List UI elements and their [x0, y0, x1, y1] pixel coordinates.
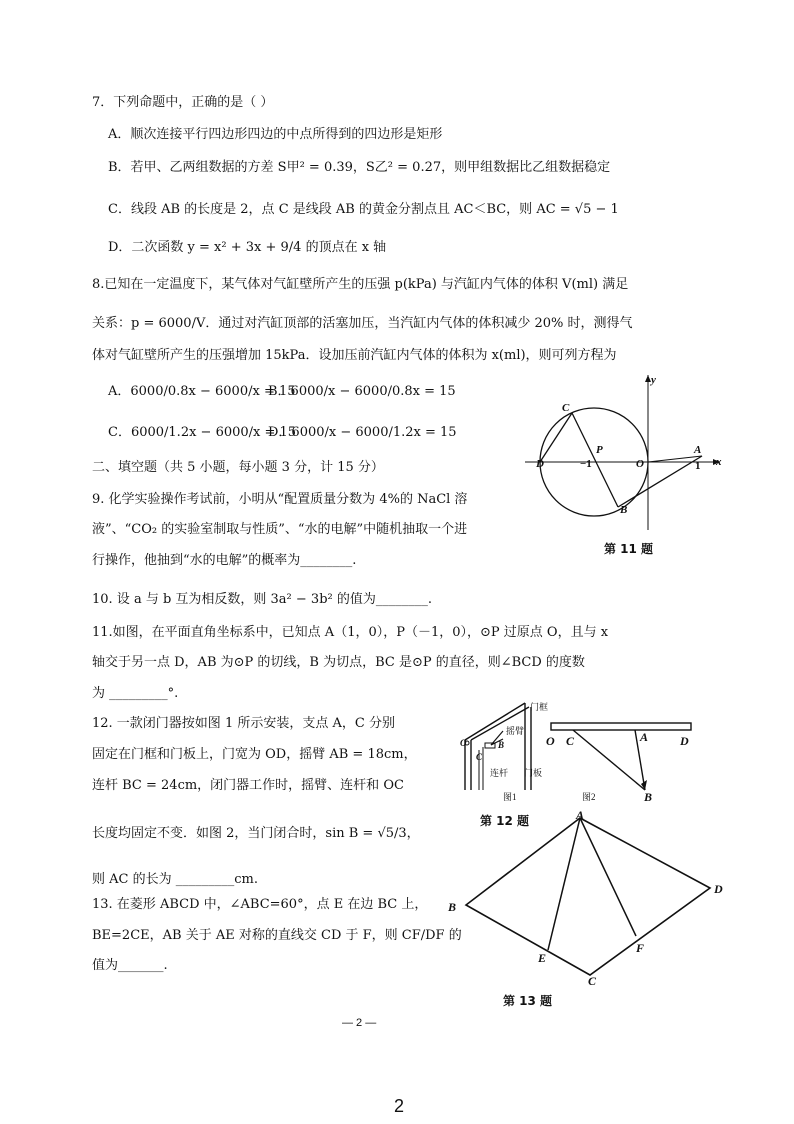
q11-line1: 11.如图，在平面直角坐标系中，已知点 A（1，0），P（－1，0），⊙P 过原点 O，且与 x: [92, 625, 609, 640]
fig13-label-c: C: [588, 974, 597, 988]
q12-line4: 长度均固定不变．如图 2，当门闭合时，sin B = √5/3，: [92, 826, 420, 841]
page-footer: — 2 —: [342, 1017, 377, 1029]
fig12-liangan: 连杆: [490, 768, 509, 778]
fig11-label-1: 1: [695, 460, 701, 472]
fig12-label-o: O: [546, 734, 555, 748]
fig12-segment-cb: [573, 730, 645, 790]
q9-line1: 9. 化学实验操作考试前，小明从“配置质量分数为 4%的 NaCl 溶: [92, 492, 468, 507]
q12-line3: 连杆 BC = 24cm，闭门器工作时，摇臂、连杆和 OC: [92, 778, 404, 793]
fig12-caption: 第 12 题: [480, 814, 530, 828]
fig13-abcd: [466, 818, 710, 975]
q7-option-c: C．线段 AB 的长度是 2，点 C 是线段 AB 的黄金分割点且 AC＜BC，则 AC = √5 − 1: [108, 202, 619, 217]
fig11-label-c: C: [562, 402, 570, 414]
fig12-yaobi: 摇臂: [506, 726, 525, 736]
q13-line1: 13. 在菱形 ABCD 中，∠ABC=60°，点 E 在边 BC 上，: [92, 897, 428, 912]
q7-stem: 7．下列命题中，正确的是（ ）: [92, 95, 274, 110]
page-number: 2: [394, 1096, 405, 1116]
fig12-fig2-caption: 图2: [582, 792, 596, 802]
q7-option-a: A．顺次连接平行四边形四边的中点所得到的四边形是矩形: [108, 127, 443, 142]
fig13-segment-af: [580, 818, 636, 936]
q10-text: 10. 设 a 与 b 互为相反数，则 3a² − 3b² 的值为________.: [92, 592, 432, 607]
fig12-menkuang: 门框: [530, 702, 549, 712]
fig12-door-bar: [551, 723, 691, 730]
fig13-caption: 第 13 题: [503, 994, 553, 1008]
fig11-tangent-ab: [618, 456, 702, 507]
q13-line3: 值为_______.: [92, 958, 168, 973]
q8-line1: 8.已知在一定温度下，某气体对气缸壁所产生的压强 p(kPa) 与汽缸内气体的体积 V(ml) 满足: [92, 277, 629, 292]
fig11-label-b: B: [620, 504, 628, 516]
fig12-label-c: C: [566, 734, 575, 748]
q8-option-b: B．6000/x − 6000/0.8x = 15: [268, 384, 456, 399]
fig11-label-o: O: [636, 458, 644, 470]
q11-line2: 轴交于另一点 D，AB 为⊙P 的切线，B 为切点，BC 是⊙P 的直径，则∠BCD 的度数: [92, 655, 585, 670]
fig11-label-y: y: [651, 374, 656, 386]
fig11-label-neg1: −1: [580, 458, 592, 470]
fig13-label-f: F: [636, 941, 645, 955]
q12-line2: 固定在门框和门板上，门宽为 OD，摇臂 AB = 18cm，: [92, 747, 417, 762]
fig12-label-b: B: [644, 790, 653, 804]
fig11-segment-cd: [540, 413, 572, 462]
fig13-rhombus: [460, 810, 720, 985]
fig13-label-a: A: [576, 808, 585, 822]
fig12-label-a: A: [640, 730, 649, 744]
q8-option-c: C．6000/1.2x − 6000/x = 15: [108, 425, 297, 440]
fig11-label-x: x: [716, 456, 722, 468]
fig13-label-e: E: [538, 951, 547, 965]
fig12-figure2: [545, 720, 695, 800]
fig12-fig1-c: C: [476, 752, 483, 762]
fig11-diameter-bc: [572, 413, 618, 507]
q11-line3: 为 _________°.: [92, 686, 179, 701]
q13-line2: BE=2CE，AB 关于 AE 对称的直线交 CD 于 F，则 CF/DF 的: [92, 928, 462, 943]
q12-line5: 则 AC 的长为 _________cm.: [92, 872, 258, 887]
fig12-label-d: D: [680, 734, 689, 748]
q8-line2: 关系：p = 6000/V．通过对汽缸顶部的活塞加压，当汽缸内气体的体积减少 20% 时，测得气: [92, 316, 633, 331]
fig12-menban: 门板: [524, 768, 543, 778]
q9-line3: 行操作，他抽到“水的电解”的概率为________.: [92, 553, 357, 568]
q7-option-b: B．若甲、乙两组数据的方差 S甲² = 0.39，S乙² = 0.27，则甲组数据比乙组数据稳定: [108, 160, 611, 175]
q12-line1: 12. 一款闭门器按如图 1 所示安装，支点 A，C 分别: [92, 716, 395, 731]
fig12-fig1-o: O: [460, 738, 467, 748]
q9-line2: 液”、“CO₂ 的实验室制取与性质”、“水的电解”中随机抽取一个进: [92, 522, 468, 537]
fig11-label-d: D: [536, 458, 544, 470]
fig12-fig1-b: B: [498, 740, 505, 750]
q8-option-a: A．6000/0.8x − 6000/x = 15: [108, 384, 296, 399]
fig13-label-d: D: [714, 882, 723, 896]
fig11-label-p: P: [596, 444, 603, 456]
fig12-fig1-caption: 图1: [503, 792, 517, 802]
fig13-label-b: B: [448, 900, 457, 914]
fig11-caption: 第 11 题: [604, 542, 654, 556]
section-heading: 二、填空题（共 5 小题，每小题 3 分，计 15 分）: [92, 460, 384, 475]
q7-option-d: D．二次函数 y = x² + 3x + 9/4 的顶点在 x 轴: [108, 240, 387, 255]
q8-option-d: D．6000/x − 6000/1.2x = 15: [268, 425, 457, 440]
q8-line3: 体对气缸壁所产生的压强增加 15kPa．设加压前汽缸内气体的体积为 x(ml)，则可列方程为: [92, 348, 617, 363]
fig11-label-a: A: [694, 444, 702, 456]
